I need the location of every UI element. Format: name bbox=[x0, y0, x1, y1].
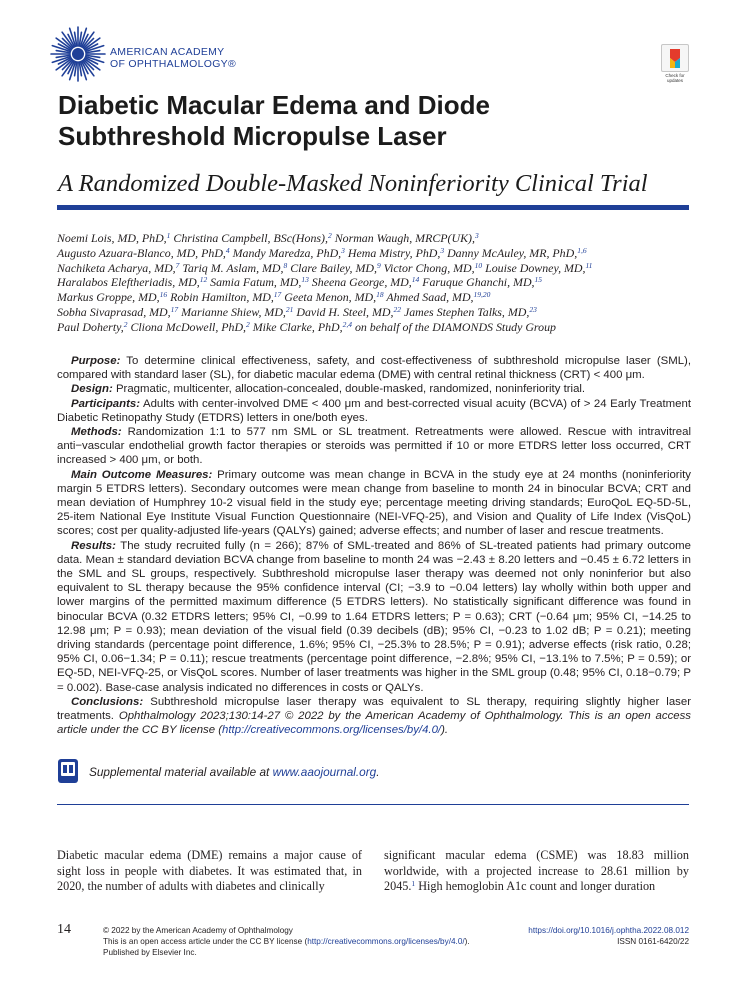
author-name: Tariq M. Aslam, MD, bbox=[179, 260, 284, 275]
book-icon bbox=[57, 758, 79, 784]
title-rule bbox=[57, 205, 689, 210]
body-paragraph-right bbox=[384, 848, 689, 895]
author-line bbox=[57, 261, 697, 276]
affiliation-ref[interactable]: 3 bbox=[474, 231, 479, 240]
doi-link[interactable]: https://doi.org/10.1016/j.ophtha.2022.08.012 bbox=[528, 926, 689, 935]
citation-text: Ophthalmology 2023;130:14-27 © 2022 by the American Academy of Ophthalmology. This is an open access article under the CC BY license ( bbox=[57, 710, 691, 737]
author-name: Ahmed Saad, MD, bbox=[383, 290, 474, 305]
author-name: Victor Chong, MD, bbox=[380, 260, 475, 275]
author-name: Paul Doherty, bbox=[57, 319, 124, 334]
author-name: Faruque Ghanchi, MD, bbox=[419, 275, 535, 290]
org-name-line1: AMERICAN ACADEMY bbox=[110, 46, 225, 58]
purpose-text: To determine clinical effectiveness, safety, and cost-effectiveness of subthreshold micropulse laser (SML), compared with standard laser (SL), for diabetic macular edema (DME) with central retinal thickness (CRT) < 400 μm. bbox=[57, 355, 691, 382]
author-name: Marianne Shiew, MD, bbox=[178, 304, 286, 319]
affiliation-ref[interactable]: 2 bbox=[246, 319, 250, 329]
author-name: Clare Bailey, MD, bbox=[287, 260, 377, 275]
footer-license-link[interactable]: http://creativecommons.org/licenses/by/4.0/ bbox=[307, 937, 465, 946]
outcomes-label: Main Outcome Measures: bbox=[71, 468, 213, 481]
title-line1: Diabetic Macular Edema and Diode bbox=[58, 90, 491, 120]
body-text-a: significant macular edema (CSME) was 18.83 million worldwide, with a projected increase to 28.61 million by 2045. bbox=[384, 848, 689, 894]
author-name: Louise Downey, MD, bbox=[482, 260, 586, 275]
affiliation-ref[interactable]: 9 bbox=[376, 260, 381, 270]
crossmark-icon bbox=[661, 44, 689, 72]
citation-end: ). bbox=[441, 724, 449, 737]
methods-label: Methods: bbox=[71, 426, 122, 439]
supplemental-text bbox=[89, 765, 380, 779]
author-list bbox=[57, 231, 697, 335]
design-text: Pragmatic, multicenter, allocation-concealed, double-masked, randomized, noninferiority trial. bbox=[115, 383, 586, 396]
footer-oa bbox=[103, 936, 483, 958]
reference-link[interactable]: 1 bbox=[411, 879, 416, 889]
body-column-left bbox=[57, 848, 362, 895]
author-name: Mandy Maredza, PhD, bbox=[229, 245, 342, 260]
affiliation-ref[interactable]: 17 bbox=[170, 304, 179, 314]
results-text: The study recruited fully (n = 266); 87% of SML-treated and 86% of SL-treated patients had primary outcome data. Mean ± standard deviation BCVA change from baseline to month 24 was −2.43 ± 8.20 letters and −0.45 ± 6.72 letters in the SML and SL groups, respectively. Subthreshold micropulse laser therapy was deemed not only noninferior but also equivalent to SL therapy because the 95% confidence interval (CI; −3.9 to −0.04 letters) lay wholly within both upper and lower margins of the permitted maximum difference (5 ETDRS letters). No statistically significant difference was found in binocular BCVA (0.32 ETDRS letters; 95% CI, −0.99 to 1.64 ETDRS letters; P = 0.63); CRT (−0.64 μm; 95% CI, −14.25 to 12.98 μm; P = 0.93); mean deviation of the visual field (0.39 decibels (dB); 95% CI, −0.23 to 1.02 dB; P = 0.21); meeting driving standards (percentage point difference, 1.6%; 95% CI, −25.3% to 28.5%; P = 0.91); adverse effects (risk ratio, 0.28; 95% CI, 0.06−1.34; P = 0.11); rescue treatments (percentage point difference, −2.8%; 95% CI, −13.1% to 7.5%; P = 0.59); or EQ-5D, NEI-VFQ-25, or VisQoL scores. Number of laser treatments was higher in the SML group (0.48; 95% CI, 0.18−0.79; P = 0.002). Base-case analysis indicated no differences in costs or QALYs. bbox=[57, 539, 691, 694]
crossmark-label-line2: updates bbox=[666, 78, 683, 83]
supplemental-link[interactable]: www.aaojournal.org bbox=[272, 765, 377, 779]
page-number: 14 bbox=[57, 922, 71, 937]
affiliation-ref[interactable]: 4 bbox=[225, 245, 230, 255]
design-label: Design: bbox=[71, 383, 113, 396]
abstract-design bbox=[57, 382, 691, 396]
purpose-label: Purpose: bbox=[71, 355, 121, 367]
author-name: Danny McAuley, MR, PhD, bbox=[444, 245, 578, 260]
article-title bbox=[58, 90, 698, 152]
supplemental-label: Supplemental material available at bbox=[89, 765, 273, 779]
author-name: Samia Fatum, MD, bbox=[207, 275, 302, 290]
affiliation-ref[interactable]: 2 bbox=[327, 231, 332, 240]
footer-copyright: © 2022 by the American Academy of Ophthalmology bbox=[103, 926, 293, 935]
author-name: Augusto Azuara-Blanco, MD, PhD, bbox=[57, 245, 226, 260]
abstract bbox=[57, 354, 691, 737]
author-name: Markus Groppe, MD, bbox=[57, 290, 160, 305]
affiliation-ref[interactable]: 18 bbox=[376, 290, 384, 300]
author-name: Robin Hamilton, MD, bbox=[167, 290, 274, 305]
author-name: Sheena George, MD, bbox=[308, 275, 412, 290]
body-paragraph-left: Diabetic macular edema (DME) remains a major cause of sight loss in people with diabetes. It was estimated that, in 2020, the number of adults with diabetes and clinically bbox=[57, 848, 362, 894]
affiliation-ref[interactable]: 23 bbox=[529, 304, 537, 314]
supplemental-note bbox=[57, 756, 689, 790]
author-name: Norman Waugh, MRCP(UK), bbox=[331, 231, 475, 245]
affiliation-ref[interactable]: 7 bbox=[175, 260, 180, 270]
crossmark-label bbox=[661, 73, 689, 83]
affiliation-ref[interactable]: 19,20 bbox=[473, 290, 491, 300]
author-name: Haralabos Eleftheriadis, MD, bbox=[57, 275, 200, 290]
supplemental-end: . bbox=[376, 765, 380, 779]
affiliation-ref[interactable]: 15 bbox=[534, 275, 543, 285]
affiliation-ref[interactable]: 3 bbox=[440, 245, 445, 255]
author-name: James Stephen Talks, MD, bbox=[400, 304, 530, 319]
supplemental-rule bbox=[57, 804, 689, 805]
author-line bbox=[57, 246, 697, 261]
affiliation-ref[interactable]: 10 bbox=[474, 260, 483, 270]
footer-oa-text: This is an open access article under the CC BY license ( bbox=[103, 937, 308, 946]
author-name: Mike Clarke, PhD, bbox=[249, 319, 343, 334]
article-subtitle: A Randomized Double-Masked Noninferiority Clinical Trial bbox=[58, 170, 648, 197]
aao-logo-icon bbox=[50, 26, 106, 82]
abstract-results bbox=[57, 539, 691, 695]
author-name: Hema Mistry, PhD, bbox=[344, 245, 441, 260]
author-name: Cliona McDowell, PhD, bbox=[127, 319, 247, 334]
affiliation-ref[interactable]: 1 bbox=[166, 231, 171, 240]
author-name: Christina Campbell, BSc(Hons), bbox=[170, 231, 328, 245]
page-footer bbox=[57, 924, 689, 974]
abstract-purpose bbox=[57, 354, 691, 382]
check-for-updates-badge[interactable] bbox=[661, 44, 689, 83]
author-name: Geeta Menon, MD, bbox=[281, 290, 377, 305]
affiliation-ref[interactable]: 13 bbox=[301, 275, 309, 285]
affiliation-ref[interactable]: 12 bbox=[199, 275, 208, 285]
author-name: Nachiketa Acharya, MD, bbox=[57, 260, 176, 275]
abstract-methods bbox=[57, 425, 691, 468]
footer-right bbox=[528, 925, 689, 947]
org-name-line2: OF OPHTHALMOLOGY® bbox=[110, 58, 237, 70]
body-text-b: High hemoglobin A1c count and longer duration bbox=[415, 879, 656, 894]
title-line2: Subthreshold Micropulse Laser bbox=[58, 121, 447, 151]
abstract-participants bbox=[57, 397, 691, 425]
conclusions-text: Subthreshold micropulse laser therapy was equivalent to SL therapy, requiring slightly higher laser treatments. bbox=[57, 695, 691, 723]
crossmark-label-line1: Check for bbox=[665, 73, 685, 78]
affiliation-ref[interactable]: 17 bbox=[273, 290, 282, 300]
results-label: Results: bbox=[71, 539, 116, 552]
affiliation-ref[interactable]: 2,4 bbox=[342, 319, 352, 329]
outcomes-text: Primary outcome was mean change in BCVA in the study eye at 24 months (noninferiority margin 5 ETDRS letters). Secondary outcomes were mean change from baseline to month 24 in binocular BCVA; CRT and mean deviation of Humphrey 10-2 visual field in the study eye; percentage meeting driving standards; EuroQoL EQ-5D-5L, 25-item National Eye Institute Visual Function Questionnaire (NEI-VFQ-25), and Vision and Quality of Life Index (VisQoL) scores; cost per quality-adjusted life-years (QALYs) gained; adverse effects; and number of laser and rescue treatments. bbox=[57, 468, 691, 538]
author-line bbox=[57, 231, 697, 246]
affiliation-ref[interactable]: 11 bbox=[585, 260, 593, 270]
affiliation-ref[interactable]: 16 bbox=[159, 290, 168, 300]
affiliation-ref[interactable]: 2 bbox=[123, 319, 128, 329]
body-column-right bbox=[384, 848, 689, 895]
author-line bbox=[57, 275, 697, 290]
affiliation-ref[interactable]: 21 bbox=[285, 304, 294, 314]
participants-label: Participants: bbox=[71, 397, 140, 410]
affiliation-ref[interactable]: 3 bbox=[341, 245, 345, 255]
affiliation-ref[interactable]: 14 bbox=[411, 275, 420, 285]
author-name: Noemi Lois, MD, PhD, bbox=[57, 231, 167, 245]
participants-text: Adults with center-involved DME < 400 μm and best-corrected visual acuity (BCVA) of > 24 Early Treatment Diabetic Retinopathy Study (ETDRS) letters in one/both eyes. bbox=[57, 397, 691, 424]
issn: ISSN 0161-6420/22 bbox=[617, 937, 689, 946]
affiliation-ref[interactable]: 8 bbox=[283, 260, 288, 270]
footer-left bbox=[103, 925, 483, 958]
author-line bbox=[57, 305, 697, 320]
author-line bbox=[57, 290, 697, 305]
author-line bbox=[57, 320, 697, 335]
author-name: on behalf of the DIAMONDS Study Group bbox=[351, 319, 556, 334]
methods-text: Randomization 1:1 to 577 nm SML or SL treatment. Retreatments were allowed. Rescue with intravitreal anti−vascular endothelial growth factor therapies or steroids was permitted if 10 or more ETDRS letter loss occurred, CRT increased > 400 μm, or both. bbox=[57, 426, 691, 467]
conclusions-label: Conclusions: bbox=[71, 695, 144, 708]
affiliation-ref[interactable]: 22 bbox=[393, 304, 401, 314]
abstract-conclusions bbox=[57, 695, 691, 738]
affiliation-ref[interactable]: 1,6 bbox=[577, 245, 587, 255]
author-name: David H. Steel, MD, bbox=[293, 304, 394, 319]
abstract-outcomes bbox=[57, 468, 691, 539]
org-name bbox=[110, 46, 236, 70]
footer-oa-end: ). Published by Elsevier Inc. bbox=[103, 937, 470, 957]
license-link[interactable]: http://creativecommons.org/licenses/by/4.0/ bbox=[222, 724, 442, 737]
author-name: Sobha Sivaprasad, MD, bbox=[57, 304, 171, 319]
